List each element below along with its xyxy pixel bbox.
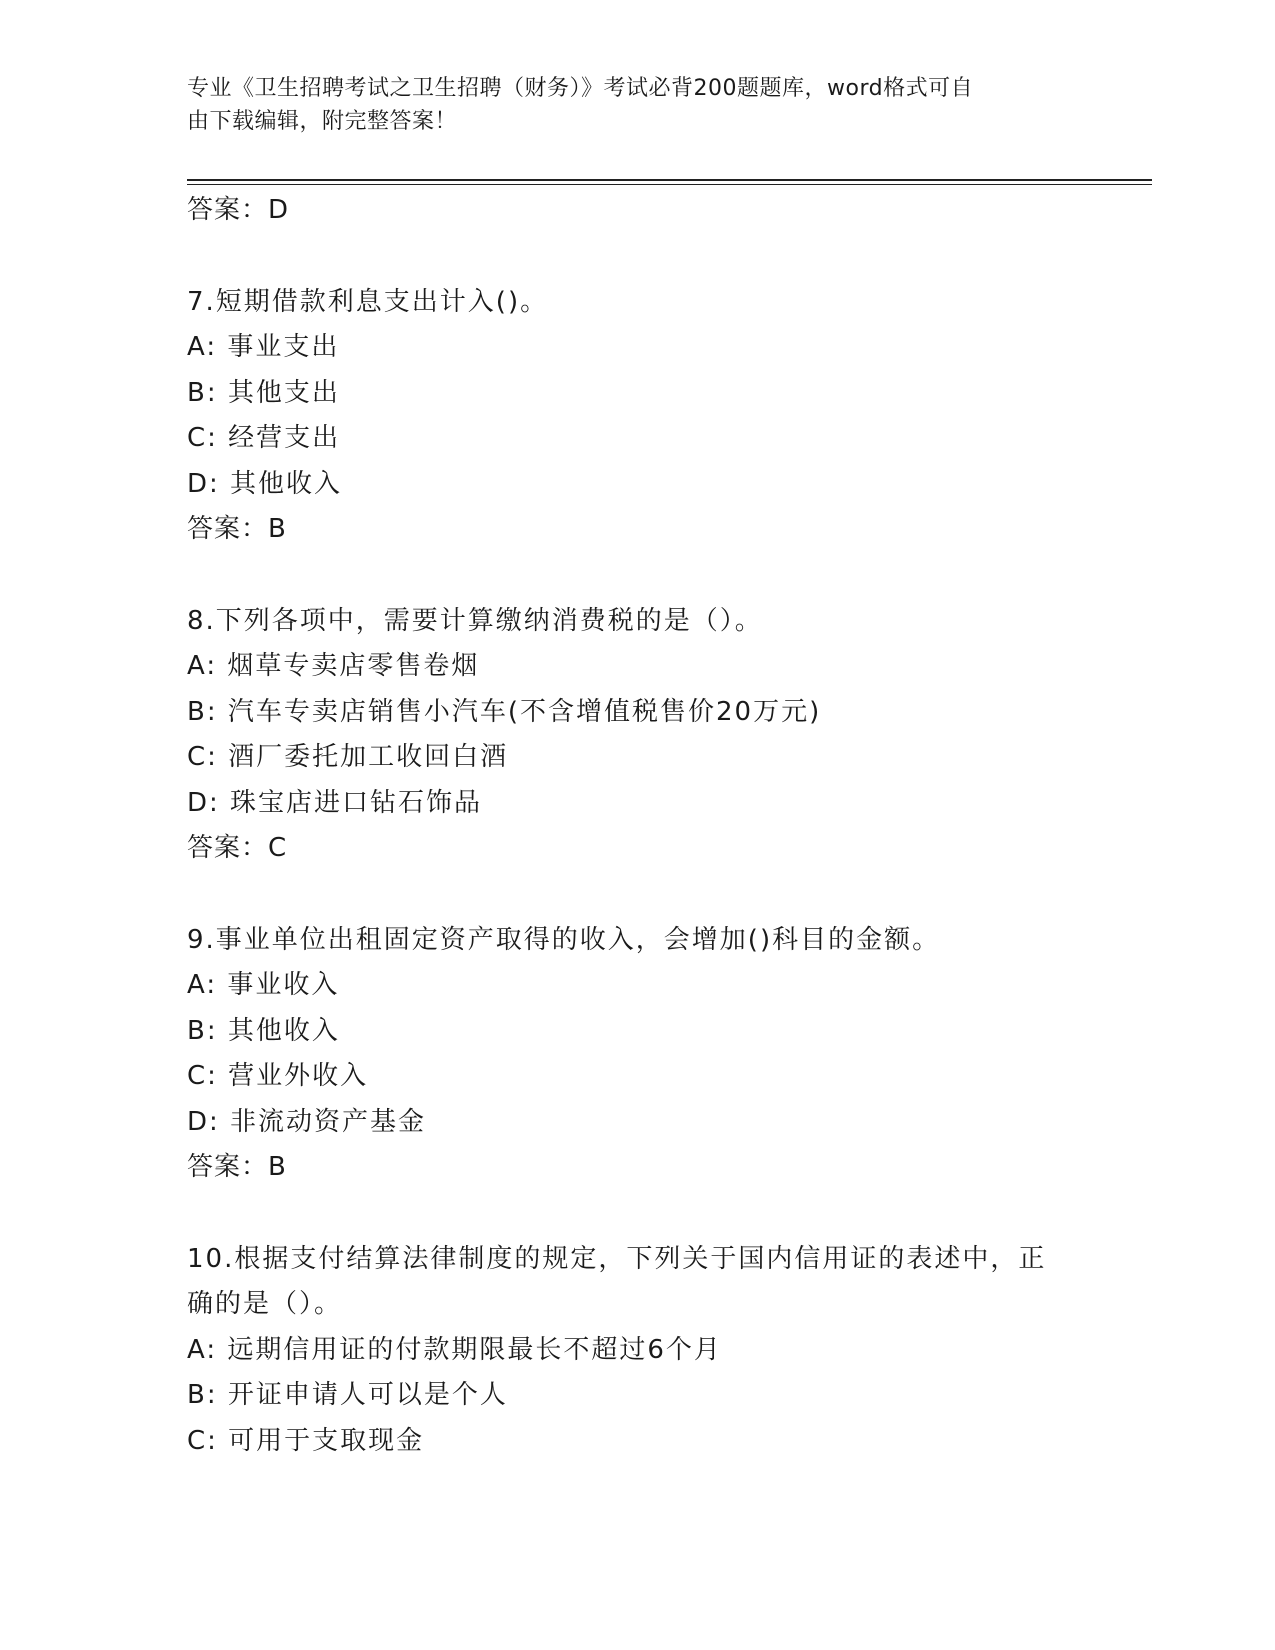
question-stem: 8.下列各项中，需要计算缴纳消费税的是（）。 xyxy=(187,605,763,636)
header-divider-thick xyxy=(187,179,1152,181)
option-c: C: 经营支出 xyxy=(187,423,341,453)
answer: 答案：C xyxy=(187,833,288,863)
option-b: B: 其他收入 xyxy=(187,1015,340,1046)
header-line-1: 专业《卫生招聘考试之卫生招聘（财务）》考试必背200题题库，word格式可自 xyxy=(187,76,974,101)
question-9 xyxy=(187,918,1087,1191)
option-c: C: 酒厂委托加工收回白酒 xyxy=(187,742,509,772)
document-header xyxy=(187,72,1087,138)
option-b: B: 汽车专卖店销售小汽车(不含增值税售价20万元) xyxy=(187,696,822,727)
option-a: A: 烟草专卖店零售卷烟 xyxy=(187,651,480,681)
question-7 xyxy=(187,280,1087,553)
question-stem-line-1: 10.根据支付结算法律制度的规定，下列关于国内信用证的表述中，正 xyxy=(187,1243,1047,1274)
question-8 xyxy=(187,599,1087,872)
question-list xyxy=(187,188,1087,1464)
previous-answer: 答案：D xyxy=(187,195,290,225)
option-d: D: 其他收入 xyxy=(187,468,343,499)
question-10 xyxy=(187,1237,1087,1465)
question-stem: 9.事业单位出租固定资产取得的收入，会增加()科目的金额。 xyxy=(187,924,941,955)
header-divider-thin xyxy=(187,184,1152,185)
answer: 答案：B xyxy=(187,1152,287,1182)
option-d: D: 非流动资产基金 xyxy=(187,1106,427,1137)
option-a: A: 事业支出 xyxy=(187,332,340,362)
option-a: A: 远期信用证的付款期限最长不超过6个月 xyxy=(187,1334,722,1365)
option-c: C: 可用于支取现金 xyxy=(187,1425,425,1456)
question-stem-line-2: 确的是（）。 xyxy=(187,1289,343,1319)
question-stem: 7.短期借款利息支出计入()。 xyxy=(187,286,549,317)
option-b: B: 开证申请人可以是个人 xyxy=(187,1380,508,1410)
option-b: B: 其他支出 xyxy=(187,377,340,408)
answer: 答案：B xyxy=(187,514,287,544)
option-c: C: 营业外收入 xyxy=(187,1061,369,1091)
option-a: A: 事业收入 xyxy=(187,970,340,1000)
header-line-2: 由下载编辑，附完整答案！ xyxy=(187,109,458,134)
option-d: D: 珠宝店进口钻石饰品 xyxy=(187,787,483,818)
